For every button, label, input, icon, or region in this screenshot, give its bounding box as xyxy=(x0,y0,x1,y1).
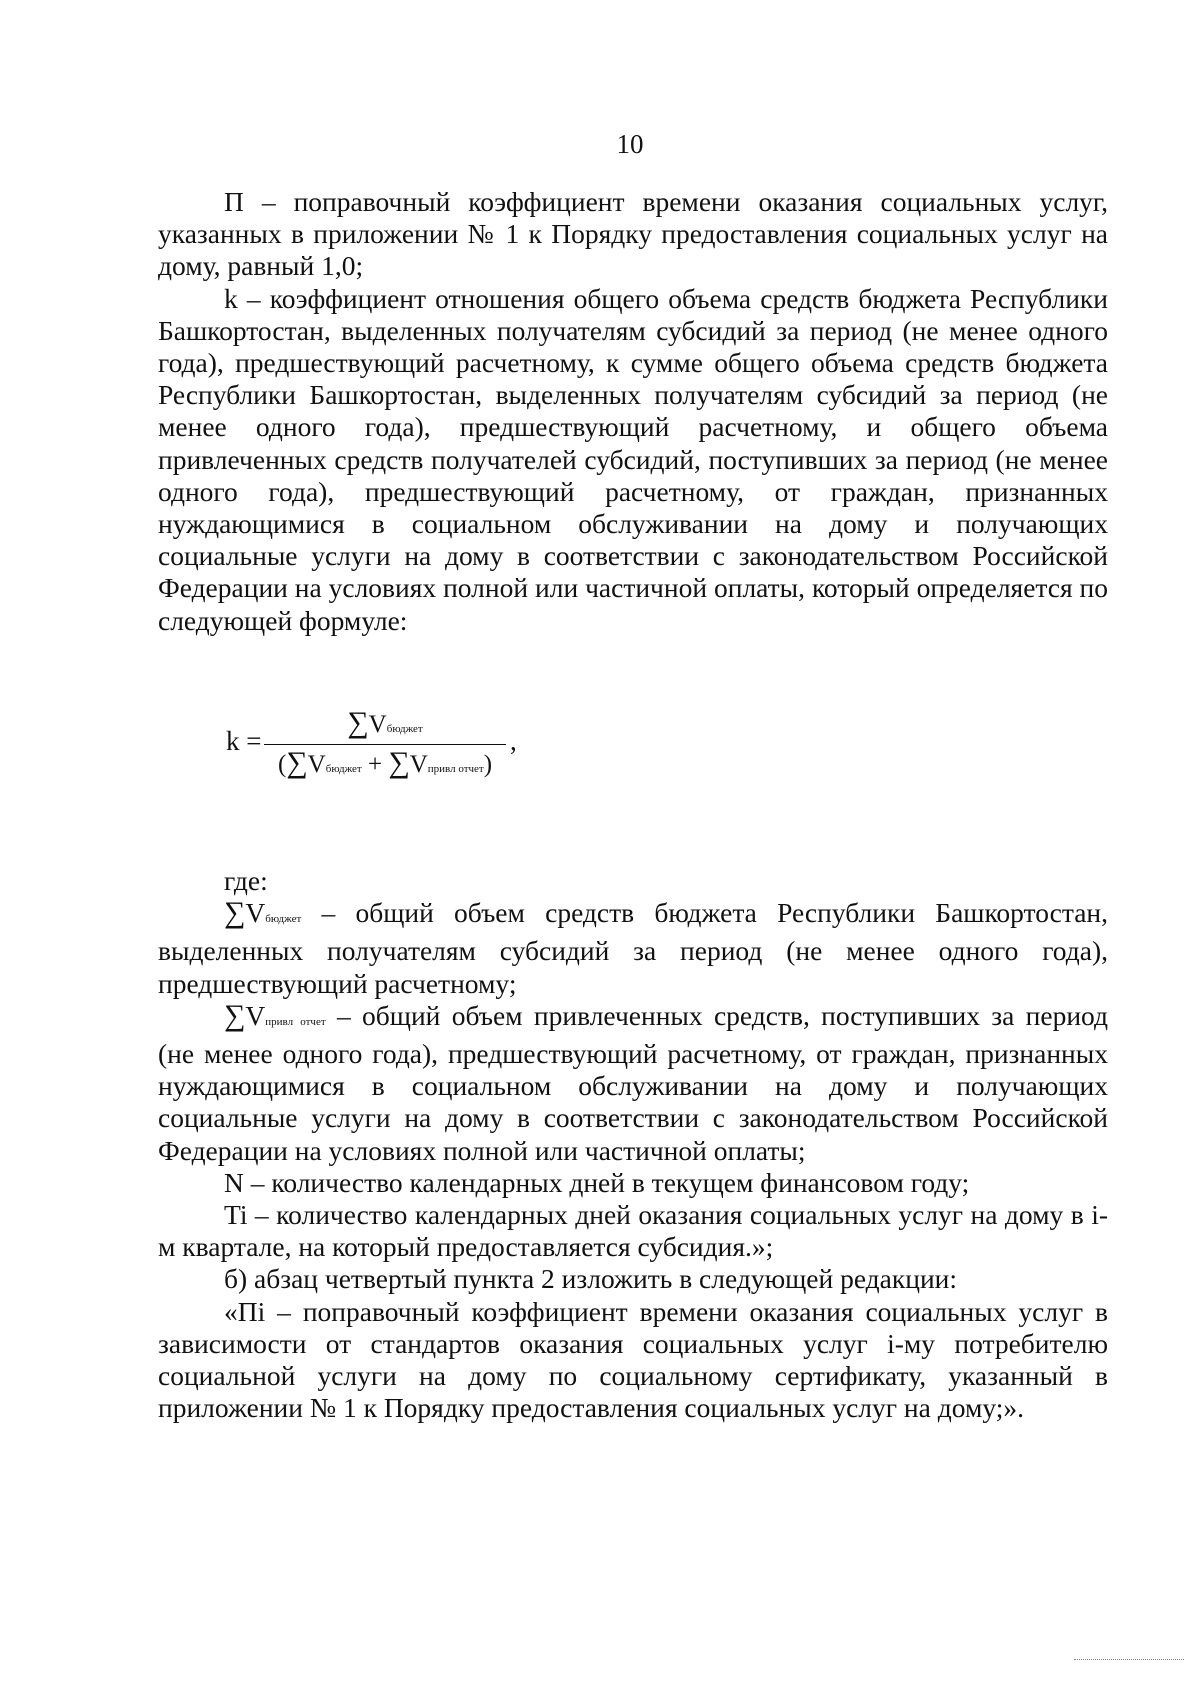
scan-edge-mark xyxy=(1074,1659,1184,1660)
text-block-upper xyxy=(158,186,1108,637)
formula-denominator: (∑Vбюджет + ∑Vпривл отчет) xyxy=(277,746,493,779)
formula-numerator: ∑Vбюджет xyxy=(347,706,423,739)
paragraph-pi-coefficient: «Пi – поправочный коэффициент времени оказания социальных услуг в зависимости от стандартов оказания социальных услуг i-му потребителю социальной услуги на дому по социальному сертификату, указанный в приложении № 1 к Порядку предоставления социальных услуг на дому;». xyxy=(158,1295,1108,1424)
paragraph-amendment: б) абзац четвертый пункта 2 изложить в следующей редакции: xyxy=(224,1263,958,1295)
formula-k xyxy=(226,706,546,786)
definition-budget: ∑Vбюджет – общий объем средств бюджета Республики Башкортостан, выделенных получателям субсидий за период (не менее одного года), предшествующий расчетному; xyxy=(158,896,1108,999)
paragraph-ti-days: Ti – количество календарных дней оказания социальных услуг на дому в i-м квартале, на который предоставляется субсидия.»; xyxy=(158,1199,1108,1263)
paragraph-p-coefficient: П – поправочный коэффициент времени оказания социальных услуг, указанных в приложении № 1 к Порядку предоставления социальных услуг на дому, равный 1,0; xyxy=(158,186,1108,282)
formula-lhs: k = xyxy=(226,726,262,756)
formula-comma: , xyxy=(510,726,517,756)
paragraph-n-days: N – количество календарных дней в текущем финансовом году; xyxy=(224,1166,970,1198)
definition-attracted: ∑Vпривл отчет – общий объем привлеченных средств, поступивших за период (не менее одного года), предшествующий расчетному, от граждан, признанных нуждающимися в социальном обслуживании на дому и получающих социальные услуги на дому в соответствии с законодательством Российской Федерации на условиях полной или частичной оплаты; xyxy=(158,998,1108,1166)
page-number: 10 xyxy=(616,129,644,159)
text-block-lower xyxy=(158,865,1108,1424)
paragraph-k-coefficient: k – коэффициент отношения общего объема средств бюджета Республики Башкортостан, выделенных получателям субсидий за период (не менее одного года), предшествующий расчетному, к сумме общего объема средств бюджета Республики Башкортостан, выделенных получателям субсидий за период (не менее одного года), предшествующий расчетному, и общего объема привлеченных средств получателей субсидий, поступивших за период (не менее одного года), предшествующий расчетному, от граждан, признанных нуждающимися в социальном обслуживании на дому и получающих социальные услуги на дому в соответствии с законодательством Российской Федерации на условиях полной или частичной оплаты, который определяется по следующей формуле: xyxy=(158,282,1108,636)
where-label: где: xyxy=(224,865,268,896)
formula-fraction xyxy=(264,706,506,783)
